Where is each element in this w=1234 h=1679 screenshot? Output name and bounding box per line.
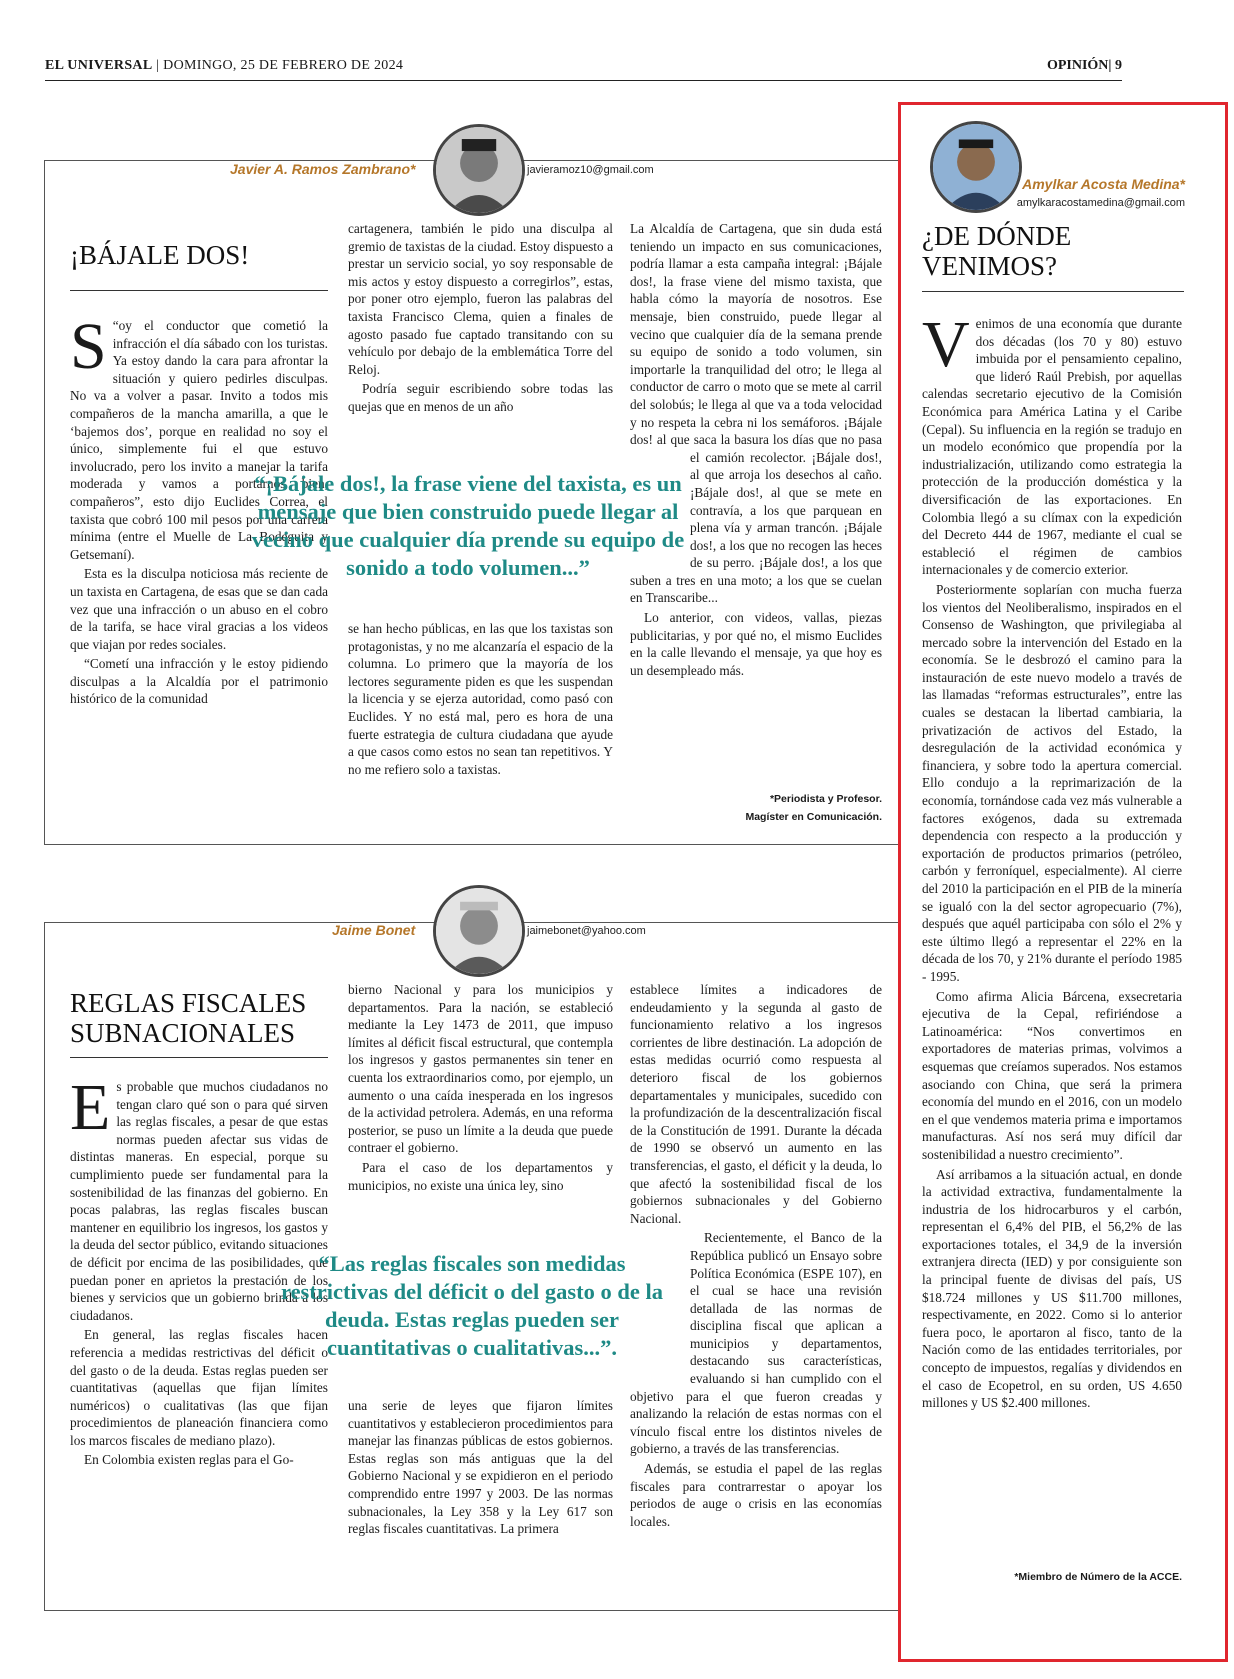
- title-rule: [70, 1057, 328, 1058]
- author-signature: [630, 790, 882, 826]
- article-title: ¡BÁJALE DOS!: [70, 240, 250, 270]
- author-email: jaimebonet@yahoo.com: [527, 925, 646, 937]
- title-rule: [922, 291, 1184, 292]
- paragraph: Lo anterior, con videos, vallas, piezas publicitarias, y por qué no, el mismo Euclides en la calle llevando el mensaje, ya que hoy es un desempleado más.: [630, 610, 882, 678]
- article-column-2-top: [348, 220, 613, 462]
- page-number: 9: [1115, 58, 1122, 73]
- paragraph: Posteriormente soplarían con mucha fuerza los vientos del Neoliberalismo, inspirados en el Consenso de Washington, que privilegiaba al mercado sobre la intervención del Estado en la economía. Se le desbrozó el camino para la instauración de este nuevo modelo a través de las llamadas “reformas estructurales”, entre las cuales se destacan la libertad cambiaria, la privatización de activos del Estado, la desregulación de la actividad económica y financiera, y sobre todo la apertura comercial. Ello condujo a la reprimarización de la economía, tornándose cada vez más vulnerable a factores exógenos, dada su extremada dependencia con respecto a la producción y exportación de productos primarios (petróleo, carbón y ferroníquel, especialmente). Al cierre del 2010 la participación en el PIB de la minería se igualó con la del sector agropecuario (7%), después que aquél participaba con sólo el 2% y este último llegó a representar el 22% en la década de los 70, y 21% durante el período 1985 - 1995.: [922, 581, 1182, 984]
- paragraph: En Colombia existen reglas para el Go-: [84, 1452, 294, 1468]
- top-rule: [45, 80, 1122, 81]
- drop-cap: E: [70, 1078, 111, 1144]
- edition-date: DOMINGO, 25 DE FEBRERO DE 2024: [163, 58, 404, 73]
- paragraph: En general, las reglas fiscales hacen referencia a medidas restrictivas del déficit o del gasto o de la deuda. Estas reglas pueden ser cuantitativas (aquellas que fijan límites numéricos) o cualitativas (las que fijan procedimientos de planeación financiera como los marcos fiscales de mediano plazo).: [70, 1327, 328, 1448]
- masthead: EL UNIVERSAL | DOMINGO, 25 DE FEBRERO DE 2024: [45, 58, 404, 73]
- paragraph: Esta es la disculpa noticiosa más reciente de un taxista en Cartagena, de esas que se dan cada vez que una infracción o un abuso en el cobro de la tarifa, se hace viral gracias a los videos que viajan por redes sociales.: [70, 566, 328, 652]
- author-email: amylkaracostamedina@gmail.com: [1016, 197, 1185, 209]
- paragraph: una serie de leyes que fijaron límites cuantitativos y establecieron procedimientos para manejar las finanzas públicas de estos gobiernos. Estas reglas son más antiguas que la del Gobierno Nacional y se expidieron en el periodo comprendido entre 1997 y 2003. De las normas subnacionales, la Ley 358 y la Ley 617 son reglas fiscales cuantitativas. La primera: [348, 1398, 613, 1537]
- paragraph: Como afirma Alicia Bárcena, exsecretaria ejecutiva de la Cepal, refiriéndose a Latinoamérica: “Nos convertimos en exportadores de materias primas, volvimos a esquemas que creíamos superados. Nos estamos asociando con China, que será la primera economía del mundo en el 2016, con un modelo en el que vendemos materia prima e importamos manufacturas. Así nos será muy difícil dar sostenibilidad a nuestro crecimiento”.: [922, 988, 1182, 1162]
- paragraph: bierno Nacional y para los municipios y departamentos. Para la nación, se estableció mediante la Ley 1473 de 2011, que impuso límites al déficit fiscal estructural, que contempla los ingresos y gastos permanentes sin tener en cuenta los extraordinarios como, por ejemplo, un aumento o una caída inesperada en los ingresos de la actividad petrolera. Además, en una reforma posterior, se puso un límite a la deuda que puede contraer el gobierno.: [348, 982, 613, 1156]
- author-photo: [433, 124, 525, 216]
- pull-quote: “Las reglas fiscales son medidas restrictivas del déficit o del gasto o de la deuda. Estas reglas pueden ser cuantitativas o cualitativas...”.: [280, 1251, 664, 1360]
- author-name: Jaime Bonet: [332, 922, 416, 938]
- paragraph: establece límites a indicadores de endeudamiento y la segunda al gasto de funcionamiento relativo a los ingresos corrientes de libre destinación. La adopción de estas medidas ocurrió como respuesta al deterioro fiscal de los gobiernos departamentales y municipales, sucedido con la profundización de la descentralización fiscal de la Constitución de 1991. Durante la década de 1990 se observó un aumento en las transferencias, el gasto, el déficit y la deuda, lo que afectó la sostenibilidad fiscal de los gobiernos subnacionales y del Gobierno Nacional.: [630, 982, 882, 1226]
- paragraph: Para el caso de los departamentos y municipios, no existe una única ley, sino: [348, 1159, 613, 1193]
- paragraph: cartagenera, también le pido una disculpa al gremio de taxistas de la ciudad. Estoy dispuesto a prestar un servicio social, yo soy responsable de mis actos y estoy dispuesto a corregirlos”, estas, por poner otro ejemplo, fueron las palabras del taxista Francisco Clema, quien a finales de agosto pasado fue captado transitando con su vehículo por debajo de la emblemática Torre del Reloj.: [348, 221, 613, 377]
- paragraph: Además, se estudia el papel de las reglas fiscales para contrarrestar o apoyar los periodos de auge o crisis en las economías locales.: [630, 1461, 882, 1529]
- page-info: OPINIÓN| 9: [1046, 58, 1122, 73]
- author-signature: *Miembro de Número de la ACCE.: [1014, 1571, 1182, 1583]
- author-email: javieramoz10@gmail.com: [527, 164, 654, 176]
- paragraph: enimos de una economía que durante dos décadas (los 70 y 80) estuvo imbuida por el pensamiento cepalino, que lideró Raúl Prebish, por aquellas calendas secretario ejecutivo de la Comisión Económica para América Latina y el Caribe (Cepal). Su influencia en la región se tradujo en un modelo económico que propendía por la industrialización, utilizando como estrategia la protección de la producción doméstica y la diversificación de las exportaciones. En Colombia llegó a su clímax con la expedición del Decreto 444 de 1967, mediante el cual se estableció el régimen de cambios internacionales y de comercio exterior.: [922, 316, 1182, 578]
- signature-line: Magíster en Comunicación.: [745, 811, 882, 823]
- title-rule: [70, 290, 328, 291]
- pull-quote: “¡Bájale dos!, la frase viene del taxista, es un mensaje que bien construido puede llegar al vecino que cualquier día prende su equipo de sonido a todo volumen...”: [251, 471, 685, 580]
- paragraph: se han hecho públicas, en las que los taxistas son protagonistas, y no me alcanzaría el espacio de la columna. Lo primero que la mayoría de los lectores seguramente piden es que les suspendan la licencia y se ejerza autoridad, como pasó con Euclides. Y no está mal, pero es hora de una fuerte estrategia de cultura ciudadana que ayude a que casos como estos no sean tan repetitivos. Y no me refiero solo a taxistas.: [348, 621, 613, 777]
- article-title: REGLAS FISCALES SUBNACIONALES: [70, 988, 307, 1048]
- article-body: [922, 315, 1182, 1567]
- paper-name: EL UNIVERSAL: [45, 58, 153, 73]
- paragraph: s probable que muchos ciudadanos no tengan claro qué son o para qué sirven las reglas fiscales, a pesar de que estas normas pueden afectar sus vidas de distintas maneras. En especial, porque su cumplimiento puede ser fundamental para la sostenibilidad de las finanzas del gobierno. En pocas palabras, las reglas fiscales buscan mantener en equilibrio los ingresos, los gastos y la deuda del sector público, evitando situaciones de déficit por encima de las posibilidades, que puedan poner en aprietos la prestación de los bienes y servicios que un gobierno brinda a los ciudadanos.: [70, 1079, 328, 1323]
- paragraph: “Cometí una infracción y le estoy pidiendo disculpas a la Alcaldía por el patrimonio histórico de la comunidad: [70, 656, 328, 707]
- signature-line: *Periodista y Profesor.: [769, 793, 882, 805]
- paragraph: Recientemente, el Banco de la República publicó un Ensayo sobre Política Económica (ESPE 107), en el cual se hace una revisión detallada de las normas de disciplina fiscal que aplican a municipios y departamentos, destacando sus características, evaluando si han cumplido con el objetivo para el que fueron creadas y analizando la relación de estas normas con el vínculo fiscal entre los distintos niveles de gobierno, a través de las transferencias.: [630, 1230, 882, 1457]
- article-column-2-bottom: [348, 1397, 613, 1604]
- paragraph: Podría seguir escribiendo sobre todas las quejas que en menos de un año: [348, 381, 613, 414]
- paragraph: “oy el conductor que cometió la infracción el día sábado con los turistas. Ya estoy dando la cara para afrontar la situación y quiero pedirles disculpas. No va a volver a pasar. Invito a todos mis compañeros de la mancha amarilla, a que le ‘bajemos dos’, porque en realidad no soy el único, simplemente fui el que estuvo involucrado, pero los invito a manejar la tarifa moderada y vamos a portarnos bien, compañeros”, esto dijo Euclides Correa, el taxista que cobró 100 mil pesos por una carrera mínima (entre el Muelle de La Bodeguita y Getsemaní).: [70, 318, 328, 562]
- article-column-2-bottom: [348, 620, 613, 832]
- article-title: ¿DE DÓNDE VENIMOS?: [922, 221, 1072, 281]
- author-name: Amylkar Acosta Medina*: [1022, 176, 1185, 192]
- author-photo: [433, 885, 525, 977]
- drop-cap: V: [922, 315, 970, 381]
- paragraph: La Alcaldía de Cartagena, que sin duda está teniendo un impacto en sus comunicaciones, podría llamar a esta campaña integral: ¡Bájale dos!, la frase viene del mismo taxista, que habla cómo la mayoría de nosotros. Ese mensaje, bien construido, puede llegar al vecino que cualquier día de la semana prende su equipo de sonido a todo volumen, sin importarle la tranquilidad del otro; le llega al conductor de carro o moto que se mete al carril del solobús; le llega al que va a toda velocidad y no respeta la cebra ni los semáforos. ¡Bájale dos! al que saca la basura los días que no pasa el camión recolector. ¡Bájale dos!, al que arroja los desechos al caño. ¡Bájale dos!, al que se mete en contravía, a los que parquean en plena vía y arman trancón. ¡Bájale dos!, a los que no recogen las heces de su perro. ¡Bájale dos!, a los que suben a tres en una moto; a los que se cuelan en Transcaribe...: [630, 221, 882, 606]
- article-column-2-top: [348, 981, 613, 1223]
- paragraph: Así arribamos a la situación actual, en donde la actividad extractiva, fundamentalmente la industria de los hidrocarburos y el carbón, representan el 6,4% del PIB, el 56,2% de las exportaciones totales, el 34,9 de la inversión extranjera directa (IED) y por consiguiente son la principal fuente de divisas del país, US $18.724 millones y US $11.700 millones, respectivamente, en 2022. Como si lo anterior fuera poco, le aportaron al fisco, tanto de la Nación como de las entidades territoriales, por concepto de impuestos, regalías y dividendos en el caso de Ecopetrol, en su orden, US 4.650 millones y US $2.400 millones.: [922, 1166, 1182, 1411]
- section-name: OPINIÓN: [1046, 58, 1109, 73]
- drop-cap: S: [70, 317, 107, 383]
- author-name: Javier A. Ramos Zambrano*: [230, 161, 416, 177]
